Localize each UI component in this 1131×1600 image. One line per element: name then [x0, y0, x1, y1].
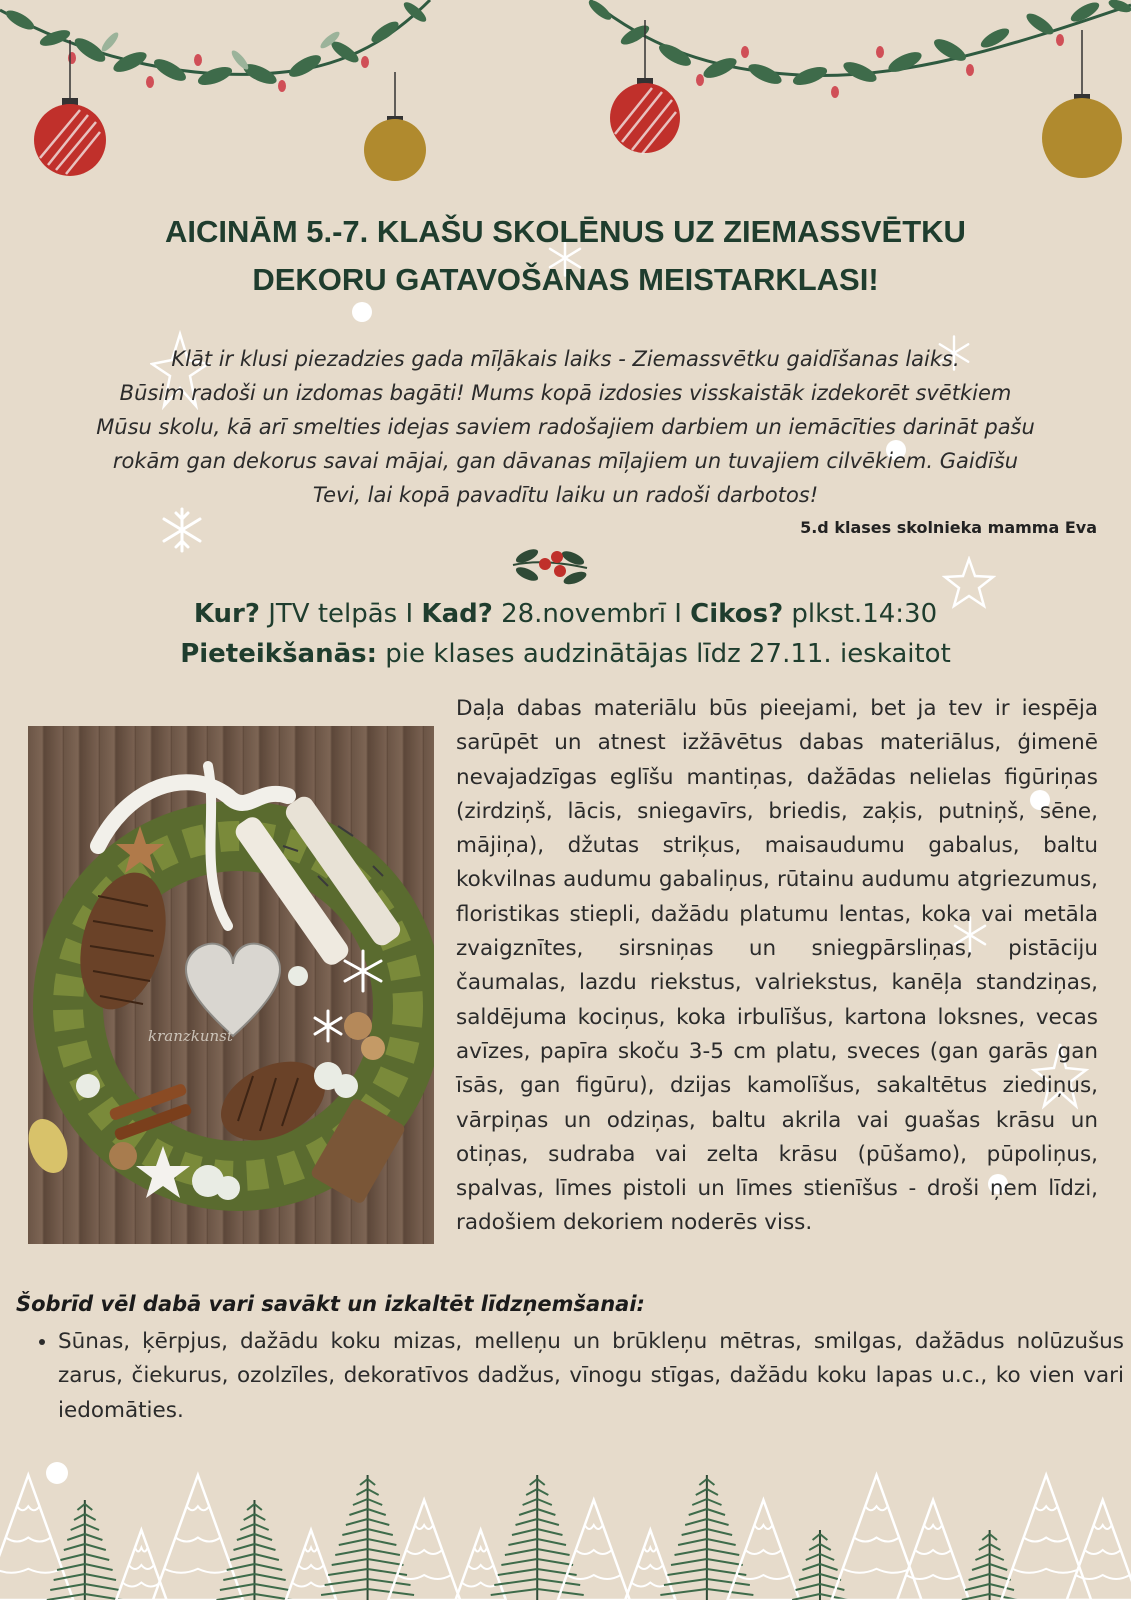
signature: 5.d klases skolnieka mamma Eva	[800, 518, 1097, 537]
pine-tree-icon	[47, 1500, 123, 1600]
event-info	[30, 594, 1101, 674]
list-item: • Sūnas, ķērpjus, dažādu koku mizas, melleņu un brūkleņu mētras, smilgas, dažādus nolūzušus zarus, čiekurus, ozolzīles, dekoratīvos dadžus, vīnogu stīgas, dažādu koku lapas u.c., ko vien vari iedomāties.	[58, 1325, 1124, 1428]
white-tree-icon	[558, 1500, 630, 1600]
photo-watermark: kranzkunst	[148, 1027, 233, 1045]
white-tree-icon	[455, 1530, 505, 1600]
white-tree-icon	[832, 1475, 922, 1600]
ornament-red-right	[610, 78, 680, 154]
pine-tree-icon	[321, 1475, 414, 1600]
when-label: Kad?	[421, 599, 493, 629]
white-tree-icon	[286, 1530, 336, 1600]
collect-heading: Šobrīd vēl dabā vari savākt un izkaltēt līdzņemšanai:	[16, 1292, 645, 1316]
intro-line: Tevi, lai kopā pavadītu laiku un radoši darbotos!	[312, 483, 819, 507]
white-tree-icon	[1067, 1500, 1131, 1600]
where-label: Kur?	[193, 599, 260, 629]
event-signup-line	[30, 634, 1101, 674]
title-line-1: AICINĀM 5.-7. KLAŠU SKOLĒNUS UZ ZIEMASSVĒTKU	[165, 214, 966, 249]
materials-paragraph: Daļa dabas materiālu būs pieejami, bet ja tev ir iespēja sarūpēt un atnest izžāvētus dabas materiālus, ģimenē nevajadzīgas eglīšu mantiņas, dažādas nelielas figūriņas (zirdziņš, lācis, sniegavīrs, briedis, zaķis, putniņš, sēne, mājiņa), džutas striķus, maisaudumu gabalus, baltu kokvilnas audumu gabaliņus, rūtainu audumu atgriezumus, floristikas stiepli, dažādu platumu lentas, koka vai metāla zvaigznītes, sirsniņas un sniegpārsliņas, pistāciju čaumalas, lazdu riekstus, valriekstus, kanēļa standziņas, saldējuma kociņus, koka irbulīšus, kartona loksnes, vecas avīzes, papīra skoču 3-5 cm platu, sveces (gan garās gan īsās, gan figūru), dzijas kamolīšus, sakaltētus ziediņus, vārpiņas un odziņas, baltu akrila vai guašas krāsu un otiņas, sudraba vai zelta krāsu (pūšamo), pūpoliņus, spalvas, līmes pistoli un līmes stienīšus - droši ņem līdzi, radošiem dekoriem noderēs viss.	[456, 696, 1098, 1236]
snowflake-icon	[158, 506, 206, 554]
intro-line: rokām gan dekorus savai mājai, gan dāvanas mīļajiem un tuvajiem cilvēkiem. Gaidīšu	[112, 449, 1019, 473]
pine-tree-icon	[660, 1475, 753, 1600]
wreath-photo	[28, 726, 434, 1244]
snow-dot	[352, 302, 372, 322]
time-label: Cikos?	[690, 599, 784, 629]
collect-list	[32, 1325, 1124, 1428]
pine-tree-icon	[216, 1500, 292, 1600]
ornament-gold-right	[1042, 94, 1122, 178]
pine-tree-icon	[792, 1530, 848, 1600]
white-tree-icon	[897, 1500, 969, 1600]
where-value: JTV telpās I	[259, 599, 422, 629]
garland-decoration	[0, 0, 1131, 200]
white-tree-icon	[1001, 1475, 1091, 1600]
white-tree-icon	[0, 1475, 73, 1600]
wreath-illustration	[28, 726, 434, 1244]
tree-border-decoration	[0, 1455, 1131, 1600]
intro-line: Būsim radoši un izdomas bagāti! Mums kopā izdosies visskaistāk izdekorēt svētkiem	[119, 381, 1012, 405]
signup-label: Pieteikšanās:	[180, 639, 378, 669]
pine-tree-icon	[962, 1530, 1018, 1600]
holly-berries-icon	[505, 540, 595, 590]
page-title	[40, 208, 1091, 304]
pine-tree-icon	[491, 1475, 584, 1600]
when-value: 28.novembrī I	[492, 599, 691, 629]
title-line-2: DEKORU GATAVOŠANAS MEISTARKLASI!	[252, 262, 879, 297]
intro-line: Mūsu skolu, kā arī smelties idejas saviem radošajiem darbiem un iemācīties darināt pašu	[96, 415, 1035, 439]
white-tree-icon	[727, 1500, 799, 1600]
ornament-gold-left	[364, 116, 426, 181]
event-when-where-line	[30, 594, 1101, 634]
time-value: plkst.14:30	[783, 599, 938, 629]
signup-value: pie klases audzinātājas līdz 27.11. ieskaitot	[377, 639, 951, 669]
ornament-red-left	[34, 98, 106, 176]
white-tree-icon	[153, 1475, 243, 1600]
white-tree-icon	[388, 1500, 460, 1600]
white-tree-icon	[625, 1530, 675, 1600]
intro-paragraph	[28, 342, 1103, 512]
white-tree-icon	[116, 1530, 166, 1600]
intro-line: Klāt ir klusi piezadzies gada mīļākais laiks - Ziemassvētku gaidīšanas laiks.	[171, 347, 960, 371]
